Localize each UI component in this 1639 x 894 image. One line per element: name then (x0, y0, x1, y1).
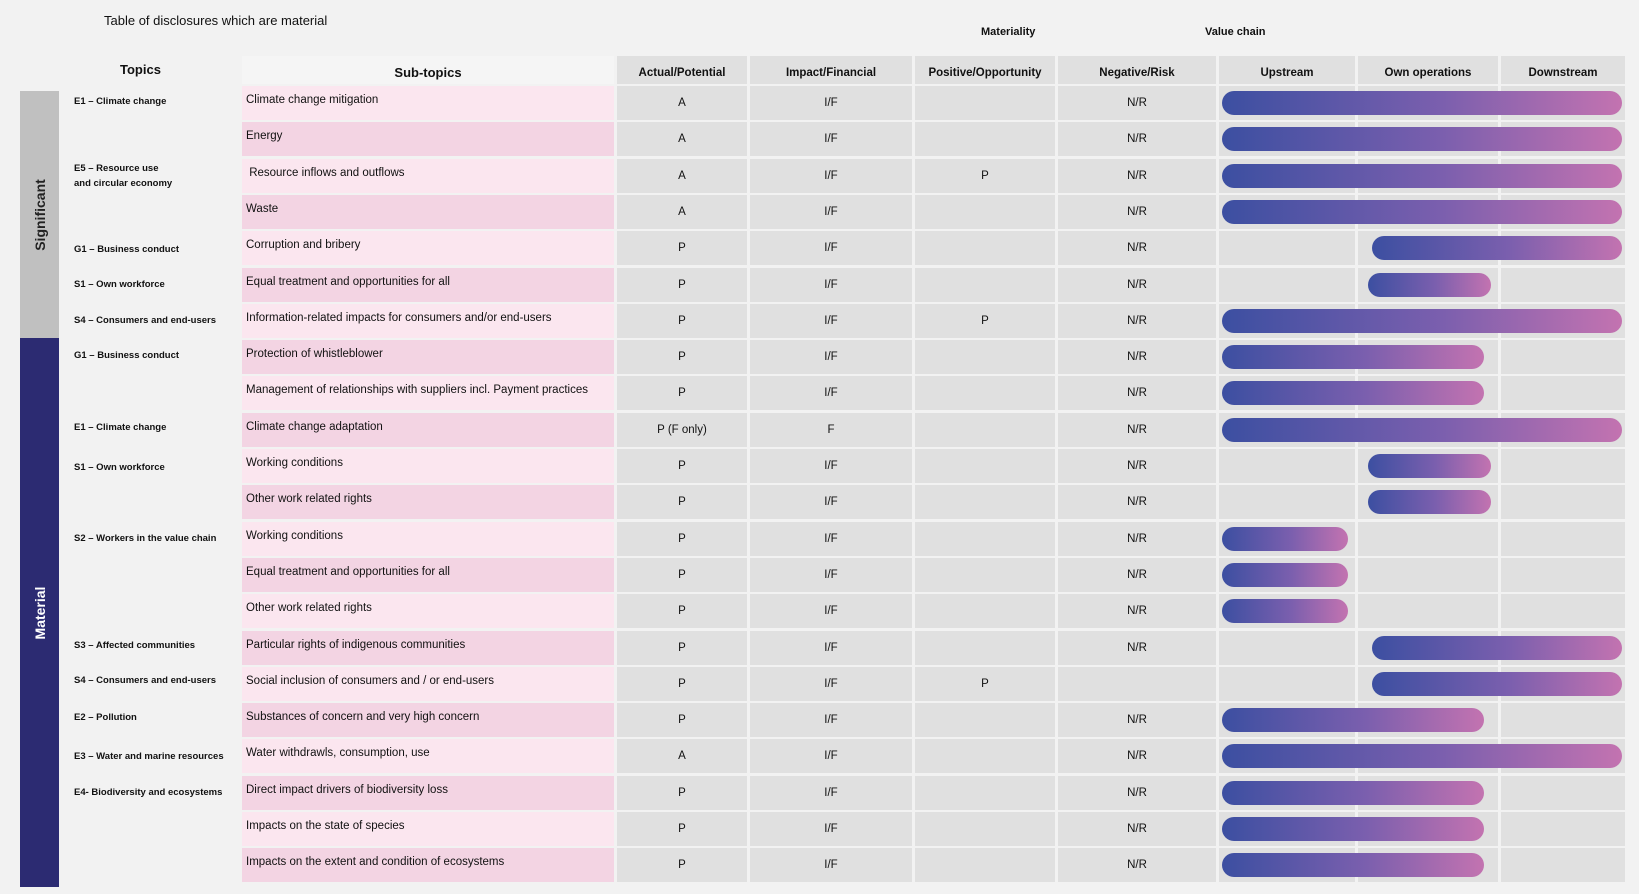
value-chain-bar (1222, 563, 1348, 587)
impact-financial-cell: I/F (750, 231, 912, 265)
topic-label: E5 – Resource use and circular economy (74, 163, 173, 189)
downstream-cell (1501, 848, 1625, 882)
value-chain-bar (1222, 200, 1622, 224)
topic-label: S4 – Consumers and end-users (74, 675, 217, 686)
impact-financial-cell: I/F (750, 558, 912, 592)
value-chain-bar (1222, 418, 1622, 442)
positive-opportunity-cell (915, 485, 1055, 519)
value-chain-bar (1368, 273, 1491, 297)
impact-financial-cell: I/F (750, 522, 912, 556)
value-chain-bar (1222, 599, 1348, 623)
downstream-cell (1501, 522, 1625, 556)
topic-label: E1 – Climate change (74, 422, 167, 433)
subtopic-text: Protection of whistleblower (246, 348, 383, 360)
material-band (20, 338, 59, 887)
subtopic-cell (242, 413, 614, 447)
subtopic-cell (242, 739, 614, 773)
positive-opportunity-cell (915, 558, 1055, 592)
subtopic-cell (242, 159, 614, 193)
topic-label: S1 – Own workforce (74, 279, 165, 290)
actual-potential-cell: P (617, 776, 747, 810)
downstream-cell (1501, 812, 1625, 846)
positive-opportunity-cell (915, 268, 1055, 302)
subtopic-text: Particular rights of indigenous communities (246, 639, 466, 651)
subtopic-text: Resource inflows and outflows (246, 167, 405, 179)
negative-risk-cell: N/R (1058, 848, 1216, 882)
own-operations-cell (1358, 522, 1498, 556)
subtopic-cell (242, 340, 614, 374)
column-header-negative-risk: Negative/Risk (1058, 56, 1216, 84)
impact-financial-cell: I/F (750, 631, 912, 665)
downstream-cell (1501, 558, 1625, 592)
negative-risk-cell: N/R (1058, 703, 1216, 737)
positive-opportunity-cell (915, 86, 1055, 120)
actual-potential-cell: P (617, 304, 747, 338)
subtopic-text: Water withdrawls, consumption, use (246, 747, 430, 759)
topic-label: G1 – Business conduct (74, 244, 180, 255)
impact-financial-cell: I/F (750, 812, 912, 846)
negative-risk-cell: N/R (1058, 122, 1216, 156)
positive-opportunity-cell (915, 594, 1055, 628)
negative-risk-cell: N/R (1058, 195, 1216, 229)
subtopic-text: Other work related rights (246, 602, 372, 614)
negative-risk-cell: N/R (1058, 231, 1216, 265)
subtopic-cell (242, 449, 614, 483)
downstream-cell (1501, 485, 1625, 519)
actual-potential-cell: A (617, 195, 747, 229)
impact-financial-cell: I/F (750, 86, 912, 120)
actual-potential-cell: P (617, 848, 747, 882)
negative-risk-cell: N/R (1058, 86, 1216, 120)
negative-risk-cell: N/R (1058, 485, 1216, 519)
upstream-cell (1219, 667, 1355, 701)
negative-risk-cell: N/R (1058, 594, 1216, 628)
downstream-cell (1501, 376, 1625, 410)
positive-opportunity-cell (915, 376, 1055, 410)
actual-potential-cell: P (617, 631, 747, 665)
downstream-cell (1501, 340, 1625, 374)
negative-risk-cell: N/R (1058, 159, 1216, 193)
subtopic-text: Equal treatment and opportunities for all (246, 276, 450, 288)
negative-risk-cell: N/R (1058, 558, 1216, 592)
topic-label: E3 – Water and marine resources (74, 751, 224, 762)
column-header-own-operations: Own operations (1358, 56, 1498, 84)
positive-opportunity-cell (915, 631, 1055, 665)
subtopic-cell (242, 631, 614, 665)
impact-financial-cell: I/F (750, 376, 912, 410)
positive-opportunity-cell (915, 413, 1055, 447)
value-chain-bar (1222, 164, 1622, 188)
subtopic-cell (242, 594, 614, 628)
upstream-cell (1219, 268, 1355, 302)
material-band-label: Material (31, 586, 48, 639)
topic-label: S3 – Affected communities (74, 640, 196, 651)
value-chain-bar (1222, 91, 1622, 115)
subtopic-cell (242, 195, 614, 229)
positive-opportunity-cell: P (915, 159, 1055, 193)
downstream-cell (1501, 776, 1625, 810)
negative-risk-cell: N/R (1058, 812, 1216, 846)
actual-potential-cell: P (617, 376, 747, 410)
value-chain-bar (1222, 853, 1484, 877)
topic-label: S4 – Consumers and end-users (74, 315, 217, 326)
impact-financial-cell: I/F (750, 739, 912, 773)
subtopic-cell (242, 848, 614, 882)
upstream-cell (1219, 485, 1355, 519)
value-chain-bar (1222, 345, 1484, 369)
actual-potential-cell: P (617, 231, 747, 265)
positive-opportunity-cell (915, 739, 1055, 773)
subtopic-text: Management of relationships with suppliers incl. Payment practices (246, 384, 588, 396)
subtopic-text: Information-related impacts for consumers and/or end-users (246, 312, 552, 324)
upstream-cell (1219, 631, 1355, 665)
column-header-impact-financial: Impact/Financial (750, 56, 912, 84)
subtopic-cell (242, 231, 614, 265)
impact-financial-cell: I/F (750, 304, 912, 338)
actual-potential-cell: P (617, 667, 747, 701)
subtopic-text: Other work related rights (246, 493, 372, 505)
subtopic-text: Impacts on the state of species (246, 820, 405, 832)
subtopic-cell (242, 558, 614, 592)
topic-label: E2 – Pollution (74, 712, 137, 723)
topic-label: S2 – Workers in the value chain (74, 533, 217, 544)
subtopic-cell (242, 812, 614, 846)
value-chain-bar (1372, 236, 1622, 260)
subtopic-cell (242, 268, 614, 302)
positive-opportunity-cell (915, 340, 1055, 374)
subtopic-text: Energy (246, 130, 283, 142)
positive-opportunity-cell (915, 522, 1055, 556)
actual-potential-cell: P (617, 340, 747, 374)
materiality-group-header: Materiality (981, 26, 1036, 38)
actual-potential-cell: P (617, 449, 747, 483)
subtopic-cell (242, 304, 614, 338)
impact-financial-cell: I/F (750, 776, 912, 810)
positive-opportunity-cell (915, 195, 1055, 229)
value-chain-bar (1222, 817, 1484, 841)
impact-financial-cell: I/F (750, 195, 912, 229)
subtopic-text: Climate change mitigation (246, 94, 379, 106)
own-operations-cell (1358, 594, 1498, 628)
positive-opportunity-cell (915, 848, 1055, 882)
positive-opportunity-cell (915, 812, 1055, 846)
subtopic-text: Working conditions (246, 457, 343, 469)
downstream-cell (1501, 449, 1625, 483)
topic-label: E4- Biodiversity and ecosystems (74, 787, 223, 798)
topics-header: Topics (120, 62, 161, 77)
actual-potential-cell: A (617, 739, 747, 773)
value-chain-bar (1222, 127, 1622, 151)
significant-band-label: Significant (31, 178, 48, 251)
impact-financial-cell: I/F (750, 122, 912, 156)
actual-potential-cell: A (617, 122, 747, 156)
positive-opportunity-cell (915, 449, 1055, 483)
value-chain-bar (1368, 490, 1491, 514)
impact-financial-cell: I/F (750, 594, 912, 628)
negative-risk-cell: N/R (1058, 739, 1216, 773)
positive-opportunity-cell: P (915, 667, 1055, 701)
actual-potential-cell: P (F only) (617, 413, 747, 447)
actual-potential-cell: P (617, 703, 747, 737)
actual-potential-cell: P (617, 558, 747, 592)
upstream-cell (1219, 449, 1355, 483)
downstream-cell (1501, 703, 1625, 737)
actual-potential-cell: P (617, 485, 747, 519)
negative-risk-cell: N/R (1058, 449, 1216, 483)
value-chain-group-header: Value chain (1205, 26, 1266, 38)
negative-risk-cell (1058, 667, 1216, 701)
value-chain-bar (1368, 454, 1491, 478)
topic-label: G1 – Business conduct (74, 350, 180, 361)
negative-risk-cell: N/R (1058, 413, 1216, 447)
actual-potential-cell: A (617, 159, 747, 193)
subtopic-text: Direct impact drivers of biodiversity loss (246, 784, 448, 796)
subtopic-cell (242, 485, 614, 519)
impact-financial-cell: I/F (750, 340, 912, 374)
actual-potential-cell: A (617, 86, 747, 120)
negative-risk-cell: N/R (1058, 304, 1216, 338)
table-title: Table of disclosures which are material (104, 13, 328, 28)
subtopic-cell (242, 376, 614, 410)
subtopic-text: Corruption and bribery (246, 239, 361, 251)
actual-potential-cell: P (617, 812, 747, 846)
negative-risk-cell: N/R (1058, 376, 1216, 410)
subtopic-cell (242, 86, 614, 120)
column-header-positive-opportunity: Positive/Opportunity (915, 56, 1055, 84)
negative-risk-cell: N/R (1058, 268, 1216, 302)
column-header-subtopics: Sub-topics (242, 56, 614, 84)
negative-risk-cell: N/R (1058, 631, 1216, 665)
value-chain-bar (1372, 636, 1622, 660)
impact-financial-cell: I/F (750, 703, 912, 737)
negative-risk-cell: N/R (1058, 340, 1216, 374)
impact-financial-cell: I/F (750, 485, 912, 519)
positive-opportunity-cell (915, 122, 1055, 156)
subtopic-cell (242, 667, 614, 701)
value-chain-bar (1222, 527, 1348, 551)
subtopic-text: Waste (246, 203, 279, 215)
impact-financial-cell: F (750, 413, 912, 447)
subtopic-text: Social inclusion of consumers and / or end-users (246, 675, 495, 687)
subtopic-cell (242, 522, 614, 556)
topic-label: S1 – Own workforce (74, 462, 165, 473)
actual-potential-cell: P (617, 594, 747, 628)
downstream-cell (1501, 594, 1625, 628)
value-chain-bar (1222, 708, 1484, 732)
subtopic-cell (242, 703, 614, 737)
subtopic-text: Equal treatment and opportunities for all (246, 566, 450, 578)
negative-risk-cell: N/R (1058, 522, 1216, 556)
subtopic-cell (242, 776, 614, 810)
column-header-actual-potential: Actual/Potential (617, 56, 747, 84)
upstream-cell (1219, 231, 1355, 265)
topic-label: E1 – Climate change (74, 96, 167, 107)
value-chain-bar (1222, 781, 1484, 805)
positive-opportunity-cell (915, 776, 1055, 810)
value-chain-bar (1222, 309, 1622, 333)
value-chain-bar (1222, 744, 1622, 768)
significant-band (20, 91, 59, 338)
impact-financial-cell: I/F (750, 159, 912, 193)
positive-opportunity-cell (915, 231, 1055, 265)
impact-financial-cell: I/F (750, 848, 912, 882)
value-chain-bar (1222, 381, 1484, 405)
subtopic-text: Climate change adaptation (246, 421, 383, 433)
column-header-upstream: Upstream (1219, 56, 1355, 84)
value-chain-bar (1372, 672, 1622, 696)
negative-risk-cell: N/R (1058, 776, 1216, 810)
subtopic-text: Working conditions (246, 530, 343, 542)
impact-financial-cell: I/F (750, 268, 912, 302)
positive-opportunity-cell: P (915, 304, 1055, 338)
impact-financial-cell: I/F (750, 667, 912, 701)
positive-opportunity-cell (915, 703, 1055, 737)
actual-potential-cell: P (617, 268, 747, 302)
subtopic-text: Impacts on the extent and condition of ecosystems (246, 856, 505, 868)
subtopic-text: Substances of concern and very high concern (246, 711, 480, 723)
actual-potential-cell: P (617, 522, 747, 556)
own-operations-cell (1358, 558, 1498, 592)
impact-financial-cell: I/F (750, 449, 912, 483)
subtopic-cell (242, 122, 614, 156)
column-header-downstream: Downstream (1501, 56, 1625, 84)
downstream-cell (1501, 268, 1625, 302)
